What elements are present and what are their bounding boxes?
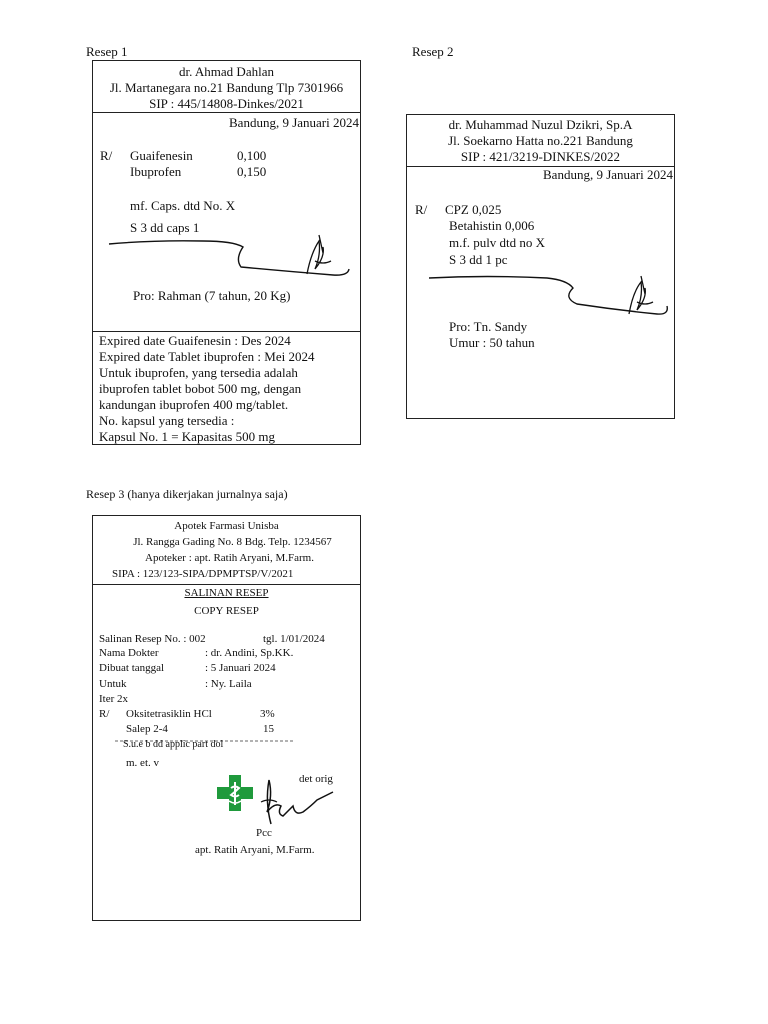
resep3-pcc: Pcc <box>256 827 272 839</box>
resep1-signa: S 3 dd caps 1 <box>130 220 200 235</box>
resep1-r-mark: R/ <box>100 148 113 163</box>
resep1-note: kandungan ibuprofen 400 mg/tablet. <box>99 397 289 412</box>
resep3-item-qty: 3% <box>260 708 275 720</box>
resep3-item-name: Oksitetrasiklin HCl <box>126 708 212 720</box>
resep1-item-name: Ibuprofen <box>130 164 182 179</box>
resep1-address: Jl. Martanegara no.21 Bandung Tlp 7301966 <box>109 80 344 95</box>
resep3-sipa: SIPA : 123/123-SIPA/DPMPTSP/V/2021 <box>112 568 294 580</box>
resep1-note: Expired date Guaifenesin : Des 2024 <box>99 333 291 348</box>
resep3-r-mark: R/ <box>99 708 110 720</box>
resep2-age: Umur : 50 tahun <box>449 335 535 350</box>
resep1-mf: mf. Caps. dtd No. X <box>130 198 236 213</box>
resep3-header <box>93 516 360 585</box>
resep3-title-wrap <box>93 586 360 601</box>
resep3-signer: apt. Ratih Aryani, M.Farm. <box>195 844 315 856</box>
resep1-header <box>93 61 360 113</box>
resep3-field-value: : 5 Januari 2024 <box>205 662 276 674</box>
resep3-field-label: Nama Dokter <box>99 647 159 659</box>
resep1-divider <box>93 331 360 332</box>
resep3-item-qty: 15 <box>263 723 274 735</box>
resep1-note: Untuk ibuprofen, yang tersedia adalah <box>99 365 298 380</box>
resep2-sip: SIP : 421/3219-DINKES/2022 <box>460 149 621 164</box>
resep2-line: Betahistin 0,006 <box>449 218 535 233</box>
resep3-met: m. et. v <box>126 757 159 769</box>
resep1-date: Bandung, 9 Januari 2024 <box>229 115 359 130</box>
resep3-subtitle: COPY RESEP <box>194 605 259 617</box>
resep2-header <box>407 115 674 167</box>
resep2-line: S 3 dd 1 pc <box>449 252 508 267</box>
resep3-signa: S.u.e b dd applic part dol <box>123 739 224 750</box>
resep1-signature <box>93 231 361 291</box>
resep1-item-qty: 0,100 <box>237 148 267 163</box>
resep3-field-value: : dr. Andini, Sp.KK. <box>205 647 294 659</box>
pharmacy-cross-icon <box>216 774 254 812</box>
resep3-field-label: Dibuat tanggal <box>99 662 165 674</box>
resep3-field-label: Untuk <box>99 678 127 690</box>
resep3-item-name: Salep 2-4 <box>126 723 168 735</box>
resep3-card <box>92 515 361 921</box>
resep3-signature <box>253 772 343 832</box>
resep1-notes <box>99 333 314 445</box>
resep3-caption: Resep 3 (hanya dikerjakan jurnalnya saja) <box>86 487 288 501</box>
resep3-salinan-no: Salinan Resep No. : 002 <box>99 633 206 645</box>
resep1-caption: Resep 1 <box>86 44 128 59</box>
resep2-line: CPZ 0,025 <box>445 202 502 217</box>
resep1-note: Expired date Tablet ibuprofen : Mei 2024 <box>99 349 315 364</box>
resep1-sip: SIP : 445/14808-Dinkes/2021 <box>149 96 304 111</box>
resep2-patient: Pro: Tn. Sandy <box>449 319 528 334</box>
resep2-card <box>406 114 675 419</box>
resep1-patient: Pro: Rahman (7 tahun, 20 Kg) <box>133 288 291 303</box>
resep2-caption: Resep 2 <box>412 44 454 59</box>
resep1-note: ibuprofen tablet bobot 500 mg, dengan <box>99 381 302 396</box>
resep2-doctor: dr. Muhammad Nuzul Dzikri, Sp.A <box>448 117 633 132</box>
resep3-iter: Iter 2x <box>99 693 129 705</box>
resep3-det-orig: det orig <box>299 773 333 785</box>
resep1-note: Kapsul No. 1 = Kapasitas 500 mg <box>99 429 275 444</box>
resep1-note: No. kapsul yang tersedia : <box>99 413 235 428</box>
resep2-signature <box>407 270 675 330</box>
resep2-line: m.f. pulv dtd no X <box>449 235 546 250</box>
resep1-item-name: Guaifenesin <box>130 148 193 163</box>
resep1-doctor: dr. Ahmad Dahlan <box>179 64 274 79</box>
resep3-field-value: : Ny. Laila <box>205 678 252 690</box>
resep2-address: Jl. Soekarno Hatta no.221 Bandung <box>448 133 633 148</box>
resep3-title: SALINAN RESEP <box>184 587 269 599</box>
resep1-item-qty: 0,150 <box>237 164 267 179</box>
resep3-tgl: tgl. 1/01/2024 <box>263 633 325 645</box>
resep3-apoteker: Apoteker : apt. Ratih Aryani, M.Farm. <box>145 552 314 564</box>
resep2-r-mark: R/ <box>415 202 428 217</box>
resep3-address: Jl. Rangga Gading No. 8 Bdg. Telp. 1234567 <box>133 536 332 548</box>
resep2-date: Bandung, 9 Januari 2024 <box>543 167 673 182</box>
resep1-card <box>92 60 361 445</box>
resep3-pharmacy: Apotek Farmasi Unisba <box>174 520 279 532</box>
